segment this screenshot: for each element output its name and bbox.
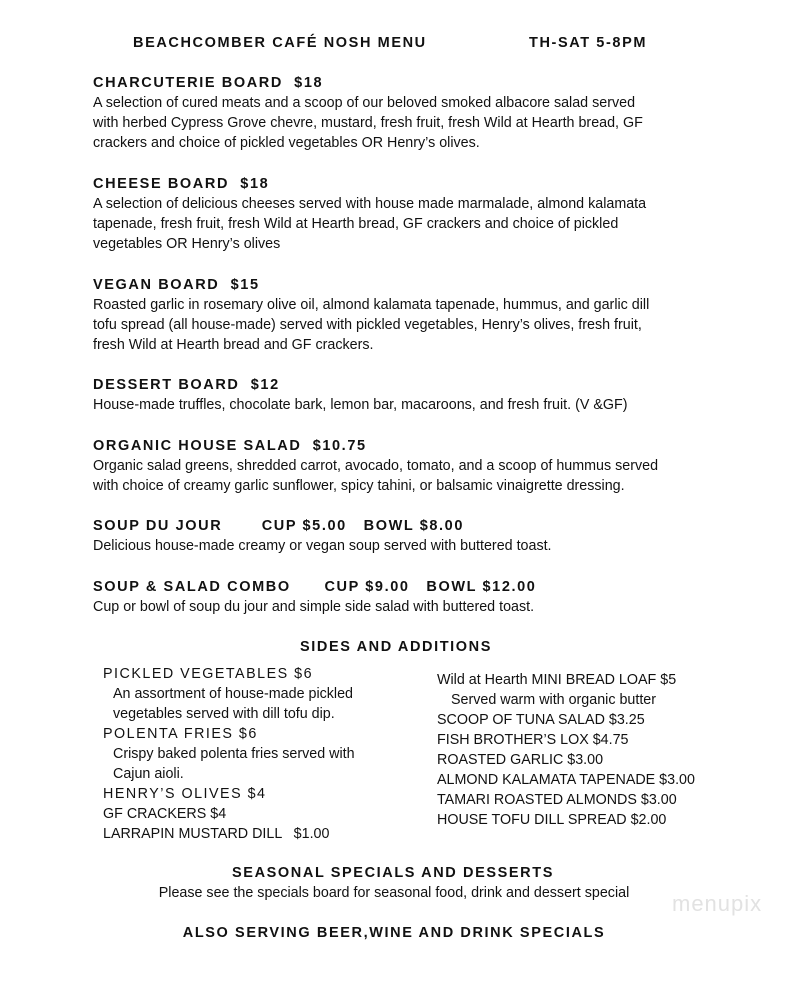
description-line: vegetables OR Henry’s olives [93,236,281,252]
description-line: with herbed Cypress Grove chevre, mustard, fresh fruit, fresh Wild at Hearth bread, GF [93,115,643,131]
description-line: Delicious house-made creamy or vegan soup served with buttered toast. [93,538,552,554]
charcuterie-board-section [93,73,643,153]
side-item: POLENTA FRIES $6 [103,726,258,742]
side-description: Cajun aioli. [113,766,184,782]
vegan-board-section [93,275,649,355]
side-description: vegetables served with dill tofu dip. [113,706,335,722]
side-item: HENRY’S OLIVES $4 [103,786,267,802]
side-item: LARRAPIN MUSTARD DILL $1.00 [103,826,330,842]
description-line: crackers and choice of pickled vegetables OR Henry’s olives. [93,135,480,151]
menupix-watermark: menupix [672,891,763,916]
sides-right-column [437,670,695,830]
side-item: FISH BROTHER’S LOX $4.75 [437,732,629,748]
menu-title: BEACHCOMBER CAFÉ NOSH MENU [133,35,427,51]
side-item: TAMARI ROASTED ALMONDS $3.00 [437,792,677,808]
soup-salad-combo-section [93,577,536,617]
side-item: GF CRACKERS $4 [103,806,227,822]
description-line: Roasted garlic in rosemary olive oil, almond kalamata tapenade, hummus, and garlic dill [93,297,650,313]
description-line: tofu spread (all house-made) served with pickled vegetables, Henry’s olives, fresh fruit, [93,317,642,333]
section-heading: SOUP DU JOUR CUP $5.00 BOWL $8.00 [93,518,465,534]
description-line: tapenade, fresh fruit, fresh Wild at Hearth bread, GF crackers and choice of pickled [93,216,619,232]
side-item: ROASTED GARLIC $3.00 [437,752,604,768]
section-heading: CHEESE BOARD $18 [93,176,270,192]
description-line: with choice of creamy garlic sunflower, spicy tahini, or balsamic vinaigrette dressing. [93,478,625,494]
side-description: An assortment of house-made pickled [113,686,353,702]
description-line: fresh Wild at Hearth bread and GF crackers. [93,337,374,353]
menu-hours: TH-SAT 5-8PM [529,35,648,51]
description-line: A selection of delicious cheeses served with house made marmalade, almond kalamata [93,196,647,212]
cheese-board-section [93,174,646,254]
section-heading: CHARCUTERIE BOARD $18 [93,75,324,91]
side-description: Served warm with organic butter [451,692,657,708]
house-salad-section [93,436,658,496]
soup-du-jour-section [93,516,552,556]
section-heading: SOUP & SALAD COMBO CUP $9.00 BOWL $12.00 [93,579,537,595]
section-heading: DESSERT BOARD $12 [93,377,280,393]
sides-heading: SIDES AND ADDITIONS [299,639,493,655]
seasonal-text: Please see the specials board for seasonal food, drink and dessert special [158,885,630,901]
seasonal-heading: SEASONAL SPECIALS AND DESSERTS [232,865,554,881]
side-item: PICKLED VEGETABLES $6 [103,666,314,682]
side-description: Crispy baked polenta fries served with [113,746,355,762]
drinks-footer: ALSO SERVING BEER,WINE AND DRINK SPECIALS [182,925,606,941]
description-line: Organic salad greens, shredded carrot, avocado, tomato, and a scoop of hummus served [93,458,659,474]
description-line: House-made truffles, chocolate bark, lemon bar, macaroons, and fresh fruit. (V &GF) [93,397,628,413]
dessert-board-section [93,375,628,415]
side-item: ALMOND KALAMATA TAPENADE $3.00 [437,772,695,788]
sides-left-column [103,664,355,844]
description-line: Cup or bowl of soup du jour and simple side salad with buttered toast. [93,599,535,615]
side-item: HOUSE TOFU DILL SPREAD $2.00 [437,812,667,828]
side-item: Wild at Hearth MINI BREAD LOAF $5 [437,672,677,688]
section-heading: VEGAN BOARD $15 [93,277,260,293]
description-line: A selection of cured meats and a scoop of our beloved smoked albacore salad served [93,95,636,111]
side-item: SCOOP OF TUNA SALAD $3.25 [437,712,645,728]
section-heading: ORGANIC HOUSE SALAD $10.75 [93,438,367,454]
